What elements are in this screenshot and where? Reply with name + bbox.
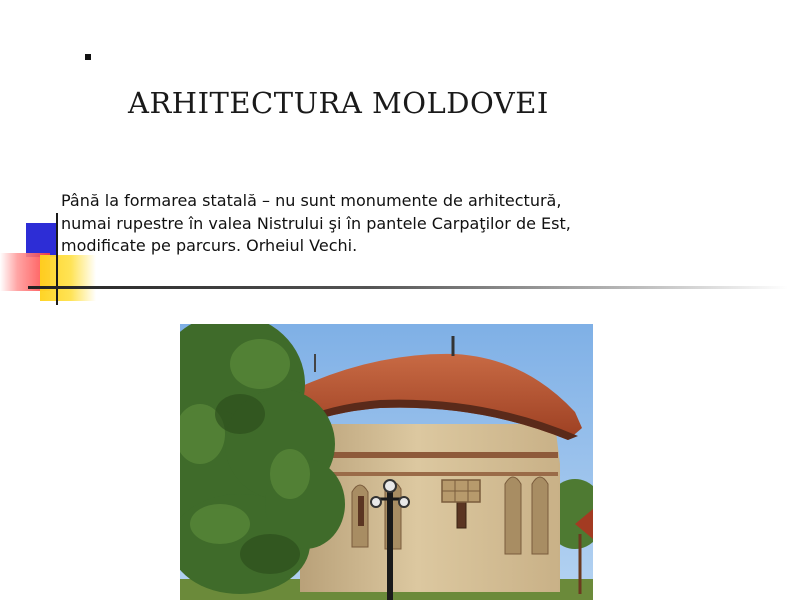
- body-text: [61, 190, 641, 258]
- church-photo: [180, 324, 593, 600]
- body-line: Până la formarea statală – nu sunt monumente de arhitectură,: [61, 191, 562, 210]
- decor-horizontal-rule: [28, 286, 788, 289]
- body-line: modificate pe parcurs. Orheiul Vechi.: [61, 236, 358, 255]
- bullet-marker: [85, 54, 91, 60]
- decor-yellow-square: [40, 255, 96, 301]
- slide-title: ARHITECTURA MOLDOVEI: [128, 86, 549, 120]
- decor-vertical-line: [56, 213, 58, 305]
- body-line: numai rupestre în valea Nistrului şi în pantele Carpaţilor de Est,: [61, 213, 571, 233]
- decor-blue-square: [26, 223, 56, 257]
